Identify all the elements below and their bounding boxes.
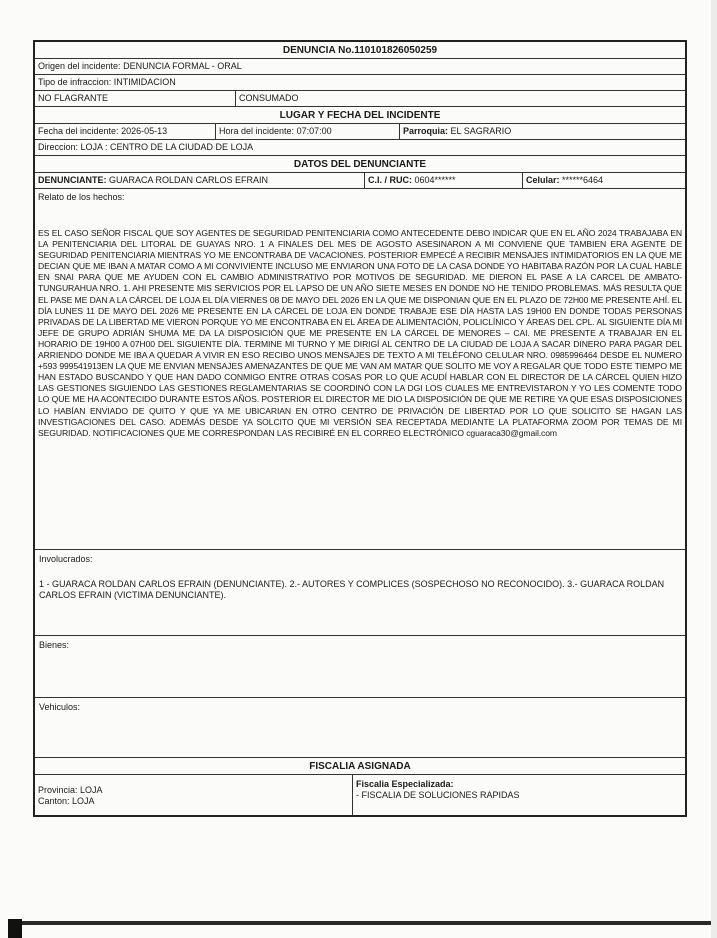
- fiscalia-row: [35, 775, 685, 815]
- fiscalia-esp-value: - FISCALIA DE SOLUCIONES RAPIDAS: [356, 790, 520, 800]
- section-fiscalia: FISCALIA ASIGNADA: [35, 758, 685, 775]
- denuncia-form: [33, 40, 687, 817]
- canton-value: LOJA: [72, 796, 95, 806]
- provincia-label: Provincia:: [38, 785, 78, 795]
- fecha-label: Fecha del incidente:: [38, 126, 119, 136]
- scan-edge-shadow: [711, 0, 717, 938]
- ci-label: C.I. / RUC:: [368, 175, 412, 185]
- hora-value: 07:07:00: [296, 126, 332, 136]
- fecha-cell: [35, 124, 216, 139]
- scan-artifact-bar: [8, 919, 22, 938]
- bienes-label: Bienes:: [39, 640, 70, 650]
- document-title: DENUNCIA No.110101826050259: [35, 42, 685, 59]
- section-lugar-fecha: LUGAR Y FECHA DEL INCIDENTE: [35, 107, 685, 124]
- parroquia-value: EL SAGRARIO: [450, 126, 512, 136]
- denunciante-cell: [35, 173, 365, 188]
- celular-label: Celular:: [526, 175, 560, 185]
- scan-artifact-line: [22, 921, 717, 925]
- section-denunciante: DATOS DEL DENUNCIANTE: [35, 156, 685, 173]
- direccion-label: Direccion:: [38, 142, 79, 152]
- fiscalia-especializada-cell: [353, 775, 685, 815]
- provincia-value: LOJA: [80, 785, 103, 795]
- canton-label: Canton:: [38, 796, 70, 806]
- involucrados-text: 1 - GUARACA ROLDAN CARLOS EFRAIN (DENUNCIANTE). 2.- AUTORES Y COMPLICES (SOSPECHOSO NO RECONOCIDO). 3.- GUARACA ROLDAN CARLOS EFRAIN (VICTIMA DENUNCIANTE).: [39, 579, 665, 600]
- tipo-value: INTIMIDACION: [113, 77, 176, 87]
- hora-label: Hora del incidente:: [219, 126, 295, 136]
- flagrancia-value: NO FLAGRANTE: [35, 91, 236, 106]
- vehiculos-section: [35, 698, 685, 758]
- tipo-row: [35, 75, 685, 91]
- fecha-row: [35, 124, 685, 140]
- ci-cell: [365, 173, 523, 188]
- celular-cell: [523, 173, 685, 188]
- vehiculos-label: Vehiculos:: [39, 702, 81, 712]
- denunciante-row: [35, 173, 685, 189]
- relato-section: [35, 189, 685, 550]
- involucrados-label: Involucrados:: [39, 554, 93, 564]
- ci-value: 0604******: [414, 175, 456, 185]
- celular-value: ******6464: [562, 175, 604, 185]
- fiscalia-esp-label: Fiscalia Especializada:: [356, 779, 454, 789]
- origen-label: Origen del incidente:: [38, 61, 121, 71]
- parroquia-cell: [400, 124, 685, 139]
- fecha-value: 2026-05-13: [121, 126, 168, 136]
- hora-cell: [216, 124, 400, 139]
- tipo-label: Tipo de infraccion:: [38, 77, 112, 87]
- denunciante-value: GUARACA ROLDAN CARLOS EFRAIN: [109, 175, 269, 185]
- involucrados-section: [35, 550, 685, 636]
- flagrancia-row: [35, 91, 685, 107]
- denunciante-label: DENUNCIANTE:: [38, 175, 107, 185]
- origen-value: DENUNCIA FORMAL - ORAL: [123, 61, 242, 71]
- relato-label: Relato de los hechos:: [38, 192, 125, 202]
- origen-row: [35, 59, 685, 75]
- estado-value: CONSUMADO: [239, 93, 299, 103]
- bienes-section: [35, 636, 685, 698]
- direccion-row: [35, 140, 685, 156]
- direccion-value: LOJA : CENTRO DE LA CIUDAD DE LOJA: [80, 142, 254, 152]
- ubicacion-cell: [35, 775, 353, 815]
- relato-text: ES EL CASO SEÑOR FISCAL QUE SOY AGENTES DE SEGURIDAD PENITENCIARIA COMO ANTECEDENTE DEBO INDICAR QUE EN EL AÑO 2024 TRABAJABA EN LA PENITENCIARIA DEL LITORAL DE GUAYAS NRO. 1 A FINALES DEL MES DE AGOSTO ASESINARON A MI CONVIENE QUE TAMBIEN ERA AGENTE DE SEGURIDAD PENITENCIARIA MIENTRAS YO ME ENCONTRABA DE VACACIONES. POSTERIOR EMPECÉ A RECIBIR MENSAJES INTIMIDATORIOS EN LA QUE ME DECIAN QUE ME IBAN A MATAR COMO A MI CONVIVIENTE INCLUSO ME ENVIARON UNA FOTO DE LA CASA DONDE YO HABITABA RAZÓN POR LA CUAL HABLE EN SNAI PARA QUE ME AYUDEN CON EL CAMBIO ADMINISTRATIVO POR MOTIVOS DE SEGURIDAD. ME DIERON EL PASE A LA CARCEL DE AMBATO-TUNGURAHUA NRO. 1. AHI PRESENTE MIS SERVICIOS POR EL LAPSO DE UN AÑO SIETE MESES EN DONDE NO HE TENIDO PROBLEMAS. MÁS RESULTA QUE EL PASE ME DAN A LA CÁRCEL DE LOJA EL DÍA VIERNES 08 DE MAYO DEL 2026 EN LA QUE ME DISPONIAN QUE EN EL PLAZO DE 72H00 ME PRESENTE AHÍ. EL DÍA LUNES 11 DE MAYO DEL 2026 ME PRESENTE EN LA CÁRCEL DE LOJA EN DONDE TRABAJE ESE DÍA HASTA LAS 19H00 EN DONDE TODAS PERSONAS PRIVADAS DE LA LIBERTAD ME VIERON PORQUE YO ME ENCONTRABA EN EL ÁREA DE ALIMENTACIÓN, POLICLÍNICO Y ÁREAS DEL CPL. AL SIGUIENTE DÍA MI JEFE DE GRUPO ADRIÁN SHUMA ME DA LA DISPOSICIÓN QUE ME PRESENTE EN LA CÁRCEL DE MENORES – CAI. ME PRESENTE A TRABAJAR EN EL HORARIO DE 19H00 A 07H00 DEL SIGUIENTE DÍA. TERMINE MI TURNO Y ME DIRIGÍ AL CENTRO DE LA CIUDAD DE LOJA A SACAR DINERO PARA PAGAR DEL ARRIENDO DONDE ME IBA A QUEDAR A VIVIR EN ESO RECIBO UNOS MENSAJES DE TEXTO A MI TELÉFONO CELULAR NRO. 0985996464 DESDE EL NUMERO +593 999541913EN LA QUE ME ENVIAN MENSAJES AMENAZANTES DE QUE ME VAN AM MATAR QUE SOLITO ME VOY A REGALAR QUE TODO ESTE TIEMPO ME HAN ESTADO BUSCANDO Y QUE HAN DADO CONMIGO ENTRE OTRAS COSAS POR LO QUE ACUDÍ HABLAR CON EL DIRECTOR DE LA CÁRCEL QUIEN HIZO LAS GESTIONES SIGUIENDO LAS GESTIONES REGLAMENTARIAS SE COORDINÓ CON LA DGI LOS CUALES ME ENTREVISTARON Y YO LES COMENTE TODO LO QUE ME HA ACONTECIDO DURANTE ESTOS AÑOS. POSTERIOR EL DIRECTOR ME DIO LA DISPOSICIÓN DE QUE ME RETIRE YA QUE ESAS DISPOSICIONES LO HABÍAN ENVIADO DE QUITO Y QUE YA ME UBICARIAN EN OTRO CENTRO DE PRIVACIÓN DE LIBERTAD POR LO QUE SOLICITO SE HAGAN LAS INVESTIGACIONES DEL CASO. ADEMÁS DESDE YA SOLCITO QUE MI VERSIÓN SEA RECEPTADA MEDIANTE LA PLATAFORMA ZOOM POR TEMAS DE MI SEGURIDAD. NOTIFICACIONES QUE ME CORRESPONDAN LAS RECIBIRÉ EN EL CORREO ELECTRÓNICO cguaraca30@gmail.com: [38, 228, 682, 438]
- parroquia-label: Parroquia:: [403, 126, 449, 136]
